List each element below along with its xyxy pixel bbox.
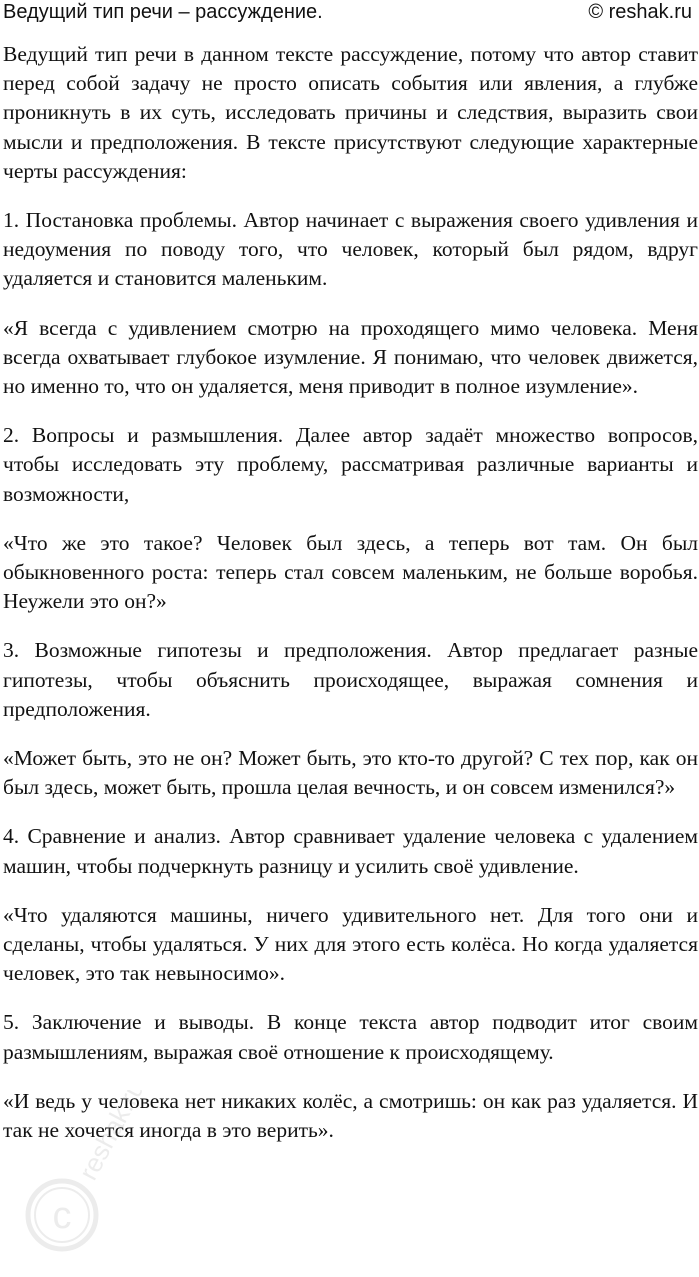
point-5-paragraph: 5. Заключение и выводы. В конце текста автор подводит итог своим размышлениям, выражая своё отношение к происходящему.: [3, 1010, 698, 1064]
point-2-paragraph: 2. Вопросы и размышления. Далее автор задаёт множество вопросов, чтобы исследовать эту проблему, рассматривая различные варианты и возможности,: [3, 423, 698, 506]
svg-text:reshak.ru: reshak.ru: [72, 1090, 151, 1185]
point-3-paragraph: 3. Возможные гипотезы и предположения. Автор предлагает разные гипотезы, чтобы объяснить происходящее, выражая сомнения и предположения.: [3, 638, 698, 721]
quote-2-paragraph: «Что же это такое? Человек был здесь, а теперь вот там. Он был обыкновенного роста: теперь стал совсем маленьким, не больше воробья. Неужели это он?»: [3, 530, 698, 614]
page-header: [3, 0, 698, 32]
document-title: Ведущий тип речи – рассуждение.: [3, 1, 323, 23]
quote-3-paragraph: «Может быть, это не он? Может быть, это кто-то другой? С тех пор, как он был здесь, может быть, прошла целая вечность, и он совсем изменился?»: [3, 746, 698, 800]
intro-paragraph: Ведущий тип речи в данном тексте рассуждение, потому что автор ставит перед собой задачу не просто описать события или явления, а глубже проникнуть в их суть, исследовать причины и следствия, выразить свои мысли и предположения. В тексте присутствуют следующие характерные черты рассуждения:: [3, 42, 698, 183]
point-1-paragraph: 1. Постановка проблемы. Автор начинает с выражения своего удивления и недоумения по поводу того, что человек, который был рядом, вдруг удаляется и становится маленьким.: [3, 208, 698, 291]
quote-4-paragraph: «Что удаляются машины, ничего удивительного нет. Для того они и сделаны, чтобы удаляться. У них для этого есть колёса. Но когда удаляется человек, это так невыносимо».: [3, 902, 698, 986]
quote-5-paragraph: «И ведь у человека нет никаких колёс, а смотришь: он как раз удаляется. И так не хочется иногда в это верить».: [3, 1088, 698, 1143]
quote-1-paragraph: «Я всегда с удивлением смотрю на проходящего мимо человека. Меня всегда охватывает глубокое изумление. Я понимаю, что человек движется, но именно то, что он удаляется, меня приводит в полное изумление».: [3, 315, 698, 399]
source-credit: © reshak.ru: [588, 1, 692, 23]
svg-text:c: c: [52, 1195, 72, 1237]
point-4-paragraph: 4. Сравнение и анализ. Автор сравнивает удаление человека с удалением машин, чтобы подчеркнуть разницу и усилить своё удивление.: [3, 824, 698, 878]
